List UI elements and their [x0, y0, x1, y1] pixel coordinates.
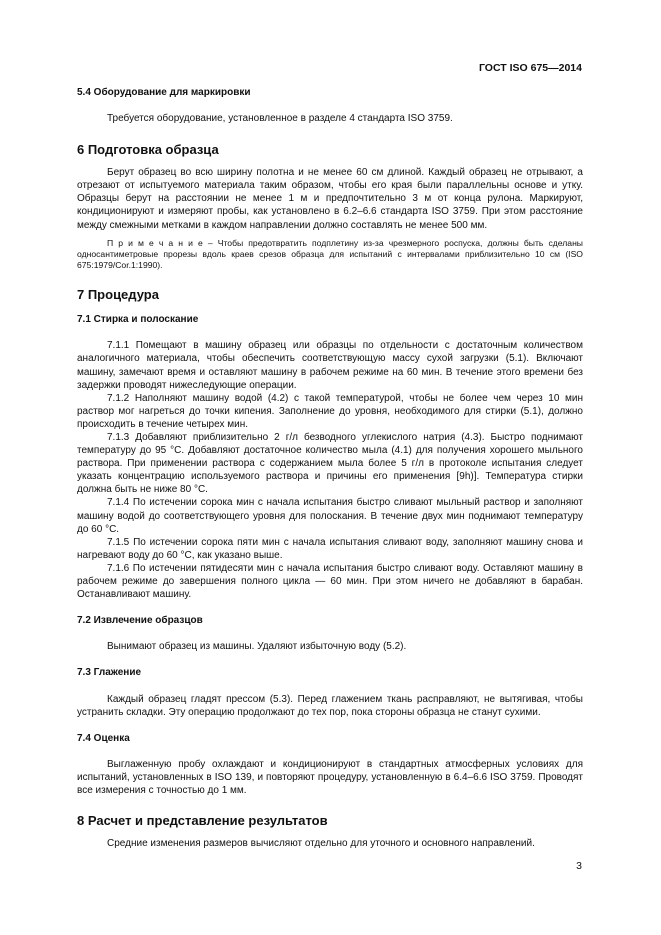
page-number: 3: [576, 860, 582, 872]
heading-7-2: 7.2 Извлечение образцов: [77, 615, 203, 627]
paragraph-7-3: Каждый образец гладят прессом (5.3). Перед глажением ткань расправляют, не вытягивая, чтобы устранить складки. Эту операцию продолжают до тех пор, пока стороны образца не станут сухими.: [77, 693, 583, 718]
paragraph-7-1-2: 7.1.2 Наполняют машину водой (4.2) с такой температурой, чтобы не более чем через 10 мин раствор мог нагреться до точки кипения. Заполнение до уровня, необходимого для стирки (5.1), должно происходить в течение четырех мин.: [77, 392, 583, 430]
paragraph-7-1-3: 7.1.3 Добавляют приблизительно 2 г/л безводного углекислого натрия (4.3). Быстро поднимают температуру до 95 °С. Добавляют достаточное количество мыла (4.1) для получения хорошего мыльного раствора. При применении раствора с содержанием мыла более 5 г/л в протоколе испытания следует указать концентрацию используемого раствора и причины его применения [9h)]. Температура стирки должна быть не ниже 80 °С.: [77, 432, 583, 496]
paragraph-7-2: Вынимают образец из машины. Удаляют избыточную воду (5.2).: [107, 641, 407, 653]
note-6: П р и м е ч а н и е – Чтобы предотвратить подплетину из-за чрезмерного роспуска, должны быть сделаны односантиметровые прорезы вдоль краев срезов образца для испытаний с интервалами приблизительно 10 см (ISO 675:1979/Cor.1:1990).: [77, 237, 583, 271]
paragraph-7-1-6: 7.1.6 По истечении пятидесяти мин с начала испытания быстро сливают воду. Оставляют машину в рабочем режиме до завершения полного цикла — 60 мин. При этом ничего не добавляют в барабан. Останавливают машину.: [77, 562, 583, 601]
standard-header: ГОСТ ISO 675—2014: [478, 62, 582, 74]
paragraph-8: Средние изменения размеров вычисляют отдельно для уточного и основного направлений.: [107, 838, 535, 850]
paragraph-7-1-1: 7.1.1 Помещают в машину образец или образцы по отдельности с достаточным количеством аналогичного материала, чтобы обеспечить соответствующую массу сухой загрузки (5.1). Включают машину, замечают время и оставляют машину в рабочем режиме на 60 мин. В течение этого времени без задержки проводят нижеследующие операции.: [77, 340, 583, 391]
heading-6: 6 Подготовка образца: [77, 142, 219, 158]
heading-7-1: 7.1 Стирка и полоскание: [77, 314, 199, 326]
heading-7: 7 Процедура: [77, 287, 159, 303]
document-body: [77, 86, 583, 850]
heading-5-4: 5.4 Оборудование для маркировки: [77, 87, 251, 98]
paragraph-7-1-5: 7.1.5 По истечении сорока пяти мин с начала испытания сливают воду, заполняют машину снова и нагревают воду до 60 °С, как указано выше.: [77, 536, 583, 561]
heading-8: 8 Расчет и представление результатов: [77, 813, 328, 829]
paragraph-7-4: Выглаженную пробу охлаждают и кондиционируют в стандартных атмосферных условиях для испытаний, установленных в ISO 139, и повторяют процедуру, установленную в 6.4–6.6 ISO 3759. Проводят все измерения с точностью до 1 мм.: [77, 758, 583, 796]
heading-7-3: 7.3 Глажение: [77, 667, 142, 679]
paragraph-7-1-4: 7.1.4 По истечении сорока мин с начала испытания быстро сливают мыльный раствор и заполняют машину водой до соответствующего уровня для полоскания. В течение двух мин поднимают температуру до 60 °С.: [77, 497, 583, 535]
paragraph-5-4: Требуется оборудование, установленное в разделе 4 стандарта ISO 3759.: [107, 113, 453, 125]
heading-7-4: 7.4 Оценка: [77, 732, 130, 744]
paragraph-6: Берут образец во всю ширину полотна и не менее 60 см длиной. Каждый образец не отрывают, а отрезают от испытуемого материала таким образом, чтобы его края были параллельны основе и утку. Образцы берут на расстоянии не менее 1 м и предпочтительно 3 м от конца рулона. Маркируют, кондиционируют и измеряют пробы, как установлено в 6.2–6.6 стандарта ISO 3759. При этом расстояние между смежными метками в каждом направлении должно составлять не менее 500 мм.: [77, 167, 583, 231]
